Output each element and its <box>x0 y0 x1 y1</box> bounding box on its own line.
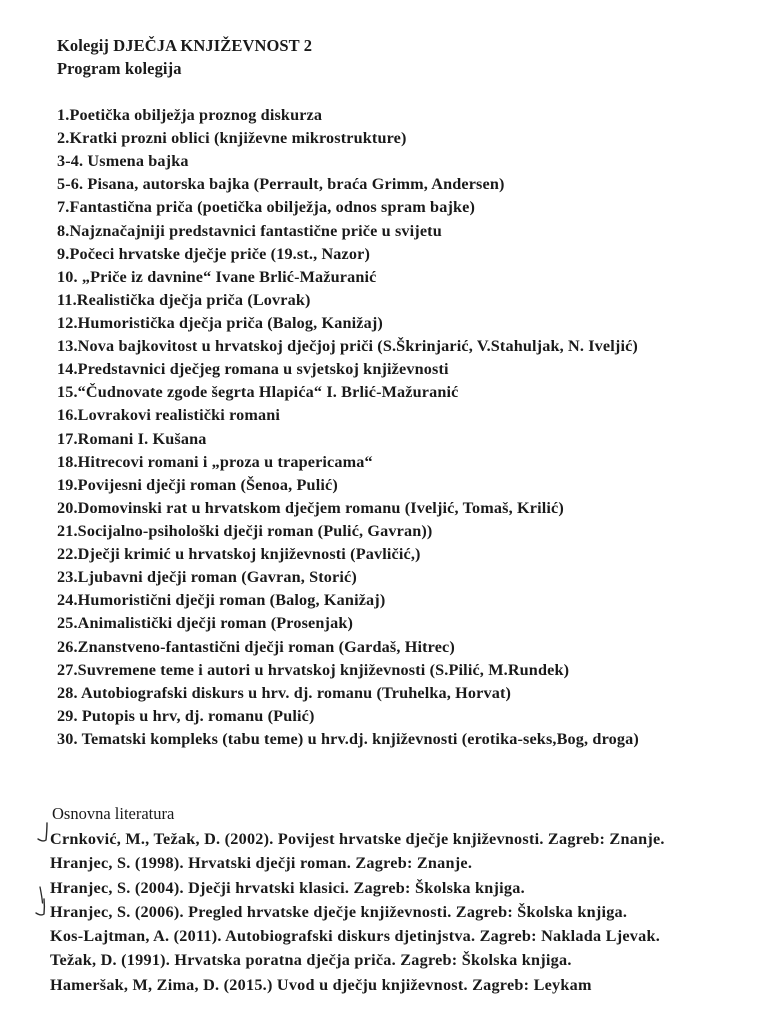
literature-item: Težak, D. (1991). Hrvatska poratna dječja priča. Zagreb: Školska knjiga. <box>50 951 572 970</box>
program-item: 30. Tematski kompleks (tabu teme) u hrv.dj. književnosti (erotika-seks,Bog, droga) <box>57 729 639 748</box>
program-item: 1.Poetička obilježja proznog diskurza <box>57 106 323 124</box>
program-item: 13.Nova bajkovitost u hrvatskoj dječjoj priči (S.Škrinjarić, V.Stahuljak, N. Iveljić) <box>57 337 638 356</box>
program-item: 10. „Priče iz davnine“ Ivane Brlić-Mažuranić <box>57 267 377 286</box>
program-item: 11.Realistička dječja priča (Lovrak) <box>57 290 311 309</box>
course-subtitle: Program kolegija <box>57 59 182 78</box>
program-item: 22.Dječji krimić u hrvatskoj književnosti (Pavličić,) <box>57 545 421 564</box>
program-item: 27.Suvremene teme i autori u hrvatskoj književnosti (S.Pilić, M.Rundek) <box>57 660 570 679</box>
program-item: 14.Predstavnici dječjeg romana u svjetskoj književnosti <box>57 360 449 379</box>
course-title: Kolegij DJEČJA KNJIŽEVNOST 2 <box>57 36 313 55</box>
literature-item: Hranjec, S. (2006). Pregled hrvatske dječje književnosti. Zagreb: Školska knjiga. <box>50 902 628 921</box>
program-item: 23.Ljubavni dječji roman (Gavran, Storić) <box>57 568 357 587</box>
program-item <box>57 774 639 797</box>
document-header <box>57 34 312 80</box>
program-item: 29. Putopis u hrv, dj. romanu (Pulić) <box>57 706 315 725</box>
literature-item: Crnković, M., Težak, D. (2002). Povijest hrvatske dječje književnosti. Zagreb: Znanje. <box>50 830 665 848</box>
program-item: 9.Počeci hrvatske dječje priče (19.st., Nazor) <box>57 244 370 263</box>
literature-list <box>50 827 665 997</box>
program-item: 12.Humoristička dječja priča (Balog, Kanižaj) <box>57 313 383 332</box>
program-item: 2.Kratki prozni oblici (književne mikrostrukture) <box>57 129 407 148</box>
program-item: 19.Povijesni dječji roman (Šenoa, Pulić) <box>57 475 338 494</box>
program-item: 7.Fantastična priča (poetička obilježja, odnos spram bajke) <box>57 198 476 217</box>
program-item: 26.Znanstveno-fantastični dječji roman (Gardaš, Hitrec) <box>57 637 455 656</box>
program-item: 21.Socijalno-psihološki dječji roman (Pulić, Gavran)) <box>57 521 433 540</box>
program-item: 8.Najznačajniji predstavnici fantastične priče u svijetu <box>57 221 442 240</box>
literature-item: Hranjec, S. (1998). Hrvatski dječji roman. Zagreb: Znanje. <box>50 854 473 873</box>
literature-item: Hameršak, M, Zima, D. (2015.) Uvod u dječju književnost. Zagreb: Leykam <box>50 975 592 994</box>
program-item: 18.Hitrecovi romani i „proza u trapericama“ <box>57 452 373 471</box>
program-item: 25.Animalistički dječji roman (Prosenjak) <box>57 614 354 633</box>
program-list <box>57 104 639 797</box>
program-item: 17.Romani I. Kušana <box>57 429 207 448</box>
literature-item: Kos-Lajtman, A. (2011). Autobiografski diskurs djetinjstva. Zagreb: Naklada Ljevak. <box>50 927 661 946</box>
handwritten-check-mark <box>32 898 48 920</box>
handwritten-check-mark <box>34 822 50 844</box>
program-item: 15.“Čudnovate zgode šegrta Hlapića“ I. Brlić-Mažuranić <box>57 383 459 402</box>
program-item: 16.Lovrakovi realistički romani <box>57 406 281 425</box>
program-item: 20.Domovinski rat u hrvatskom dječjem romanu (Iveljić, Tomaš, Krilić) <box>57 498 564 517</box>
program-item <box>57 751 639 774</box>
program-item: 3-4. Usmena bajka <box>57 152 189 171</box>
program-item: 5-6. Pisana, autorska bajka (Perrault, braća Grimm, Andersen) <box>57 175 505 194</box>
literature-item: Hranjec, S. (2004). Dječji hrvatski klasici. Zagreb: Školska knjiga. <box>50 878 525 897</box>
program-item: 28. Autobiografski diskurs u hrv. dj. romanu (Truhelka, Horvat) <box>57 683 512 702</box>
program-item: 24.Humoristični dječji roman (Balog, Kanižaj) <box>57 591 386 610</box>
literature-heading: Osnovna literatura <box>52 804 175 823</box>
